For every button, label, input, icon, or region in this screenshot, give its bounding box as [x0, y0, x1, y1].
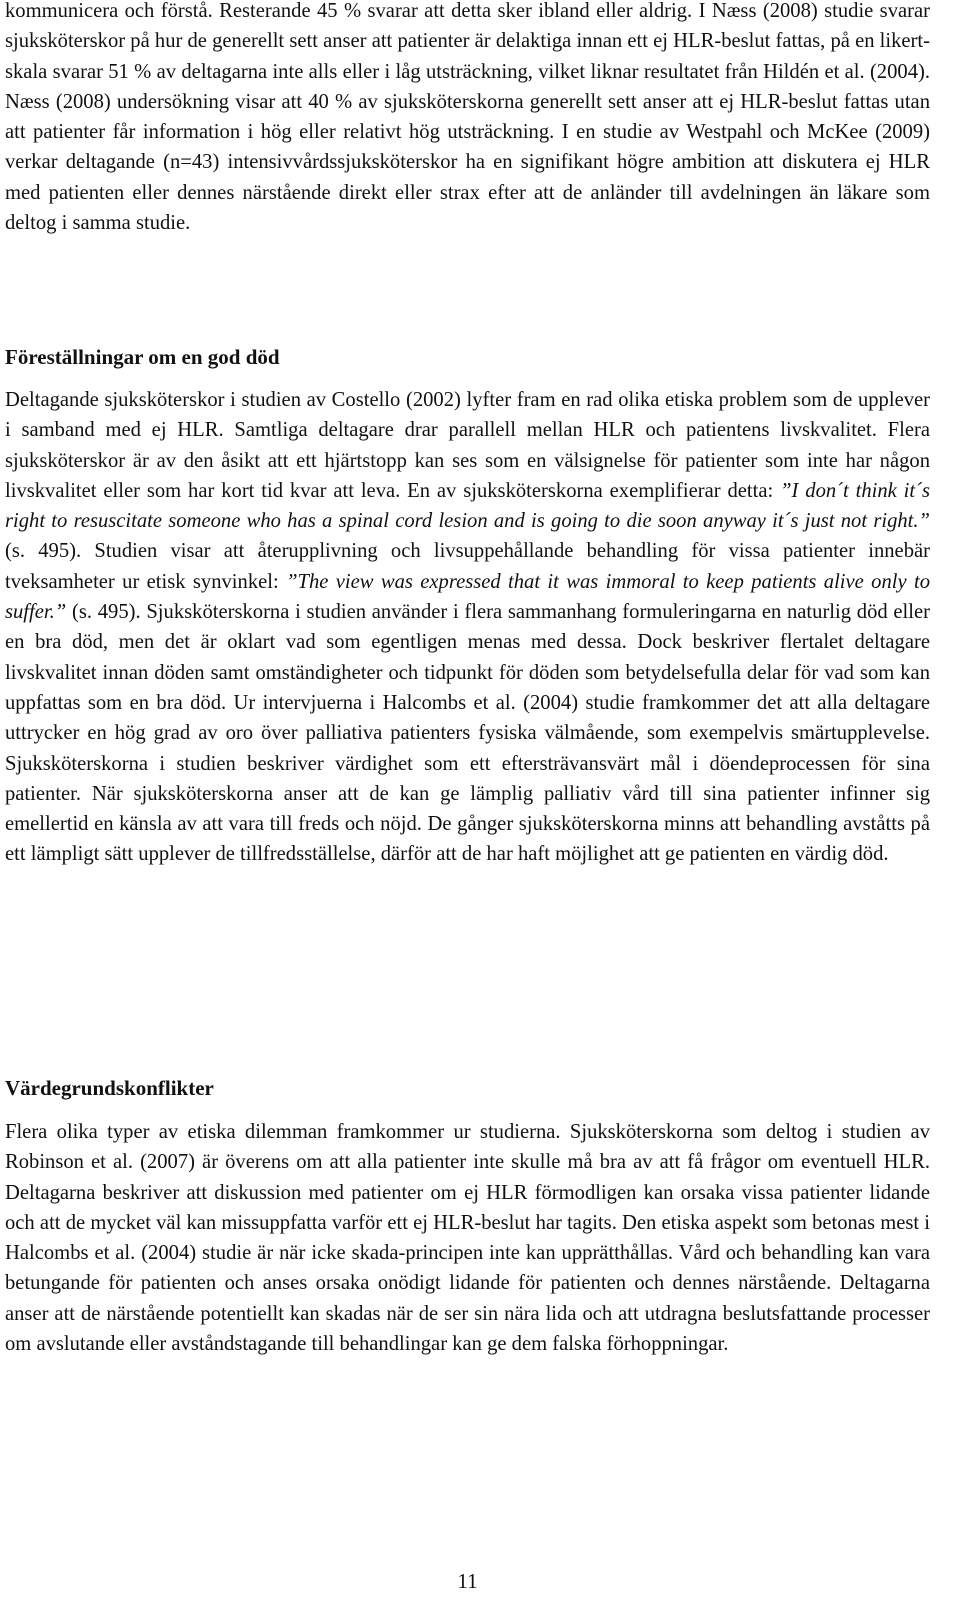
paragraph-good-death — [5, 385, 930, 870]
paragraph-value-conflicts — [5, 1117, 930, 1359]
paragraph-text-segment: Deltagande sjuksköterskor i studien av Costello (2002) lyfter fram en rad olika etiska problem som de upplever i samband med ej HLR. Samtliga deltagare drar parallell mellan HLR och patientens livskvalitet. Flera sjuksköterskor är av den åsikt att ett hjärtstopp kan ses som en välsignelse för patienter som inte har någon livskvalitet eller som har kort tid kvar att leva. En av sjuksköterskorna exemplifierar detta: — [5, 389, 930, 502]
paragraph-text-segment: (s. 495). Studien visar att återupplivning och livsuppehållande behandling för vissa patienter innebär tveksamheter ur etisk synvinkel: — [5, 540, 930, 593]
quote-italic: ”The view was expressed that it was immoral to keep patients alive only to suffer.” — [5, 570, 930, 624]
section-heading-value-conflicts: Värdegrundskonflikter — [5, 1076, 214, 1100]
page-number: 11 — [457, 1569, 478, 1593]
paragraph-text: kommunicera och förstå. Resterande 45 % svarar att detta sker ibland eller aldrig. I Næss (2008) studie svarar sjuksköterskor på hur de generellt sett anser att patienter är delaktiga innan ett ej HLR-beslut fattas, på en likert-skala svarar 51 % av deltagarna inte alls eller i låg utsträckning, vilket liknar resultatet från Hildén et al. (2004). Næss (2008) undersökning visar att 40 % av sjuksköterskorna generellt sett anser att ej HLR-beslut fattas utan att patienter får information i hög eller relativt hög utsträckning. I en studie av Westpahl och McKee (2009) verkar deltagande (n=43) intensivvårdssjuksköterskor ha en signifikant högre ambition att diskutera ej HLR med patienten eller dennes närstående direkt eller strax efter att de anländer till avdelningen än läkare som deltog i samma studie. — [5, 0, 930, 235]
paragraph-participation — [5, 0, 930, 238]
paragraph-text: Flera olika typer av etiska dilemman framkommer ur studierna. Sjuksköterskorna som deltog i studien av Robinson et al. (2007) är överens om att alla patienter inte skulle må bra av att få frågor om eventuell HLR. Deltagarna beskriver att diskussion med patienter om ej HLR förmodligen kan orsaka vissa patienter lidande och att de mycket väl kan missuppfatta varför ett ej HLR-beslut har tagits. Den etiska aspekt som betonas mest i Halcombs et al. (2004) studie är när icke skada-principen inte kan upprätthållas. Vård och behandling kan vara betungande för patienten och anses orsaka onödigt lidande för patienten och dennes närstående. Deltagarna anser att de närstående potentiellt kan skadas när de ser sin nära lida och att utdragna beslutsfattande processer om avslutande eller avståndstagande till behandlingar kan ge dem falska förhoppningar. — [5, 1121, 930, 1356]
section-heading-good-death: Föreställningar om en god död — [5, 345, 280, 369]
paragraph-text-segment: (s. 495). Sjuksköterskorna i studien använder i flera sammanhang formuleringarna en naturlig död eller en bra död, men det är oklart vad som egentligen menas med dessa. Dock beskriver flertalet deltagare livskvalitet innan döden samt omständigheter och tidpunkt för döden som betydelsefulla delar för vad som kan uppfattas som en bra död. Ur intervjuerna i Halcombs et al. (2004) studie framkommer det att alla deltagare uttrycker en hög grad av oro över palliativa patienters fysiska välmående, som exempelvis smärtupplevelse. Sjuksköterskorna i studien beskriver värdighet som ett eftersträvansvärt mål i döendeprocessen för sina patienter. När sjuksköterskorna anser att de kan ge lämplig palliativ vård till sina patienter infinner sig emellertid en känsla av att vara till freds och nöjd. De gånger sjuksköterskorna minns att behandling avståtts på ett lämpligt sätt upplever de tillfredsställelse, därför att de har haft möjlighet att ge patienten en värdig död. — [5, 601, 930, 866]
quote-italic: ”I don´t think it´s right to resuscitate someone who has a spinal cord lesion and is going to die soon anyway it´s just not right.” — [5, 479, 930, 533]
